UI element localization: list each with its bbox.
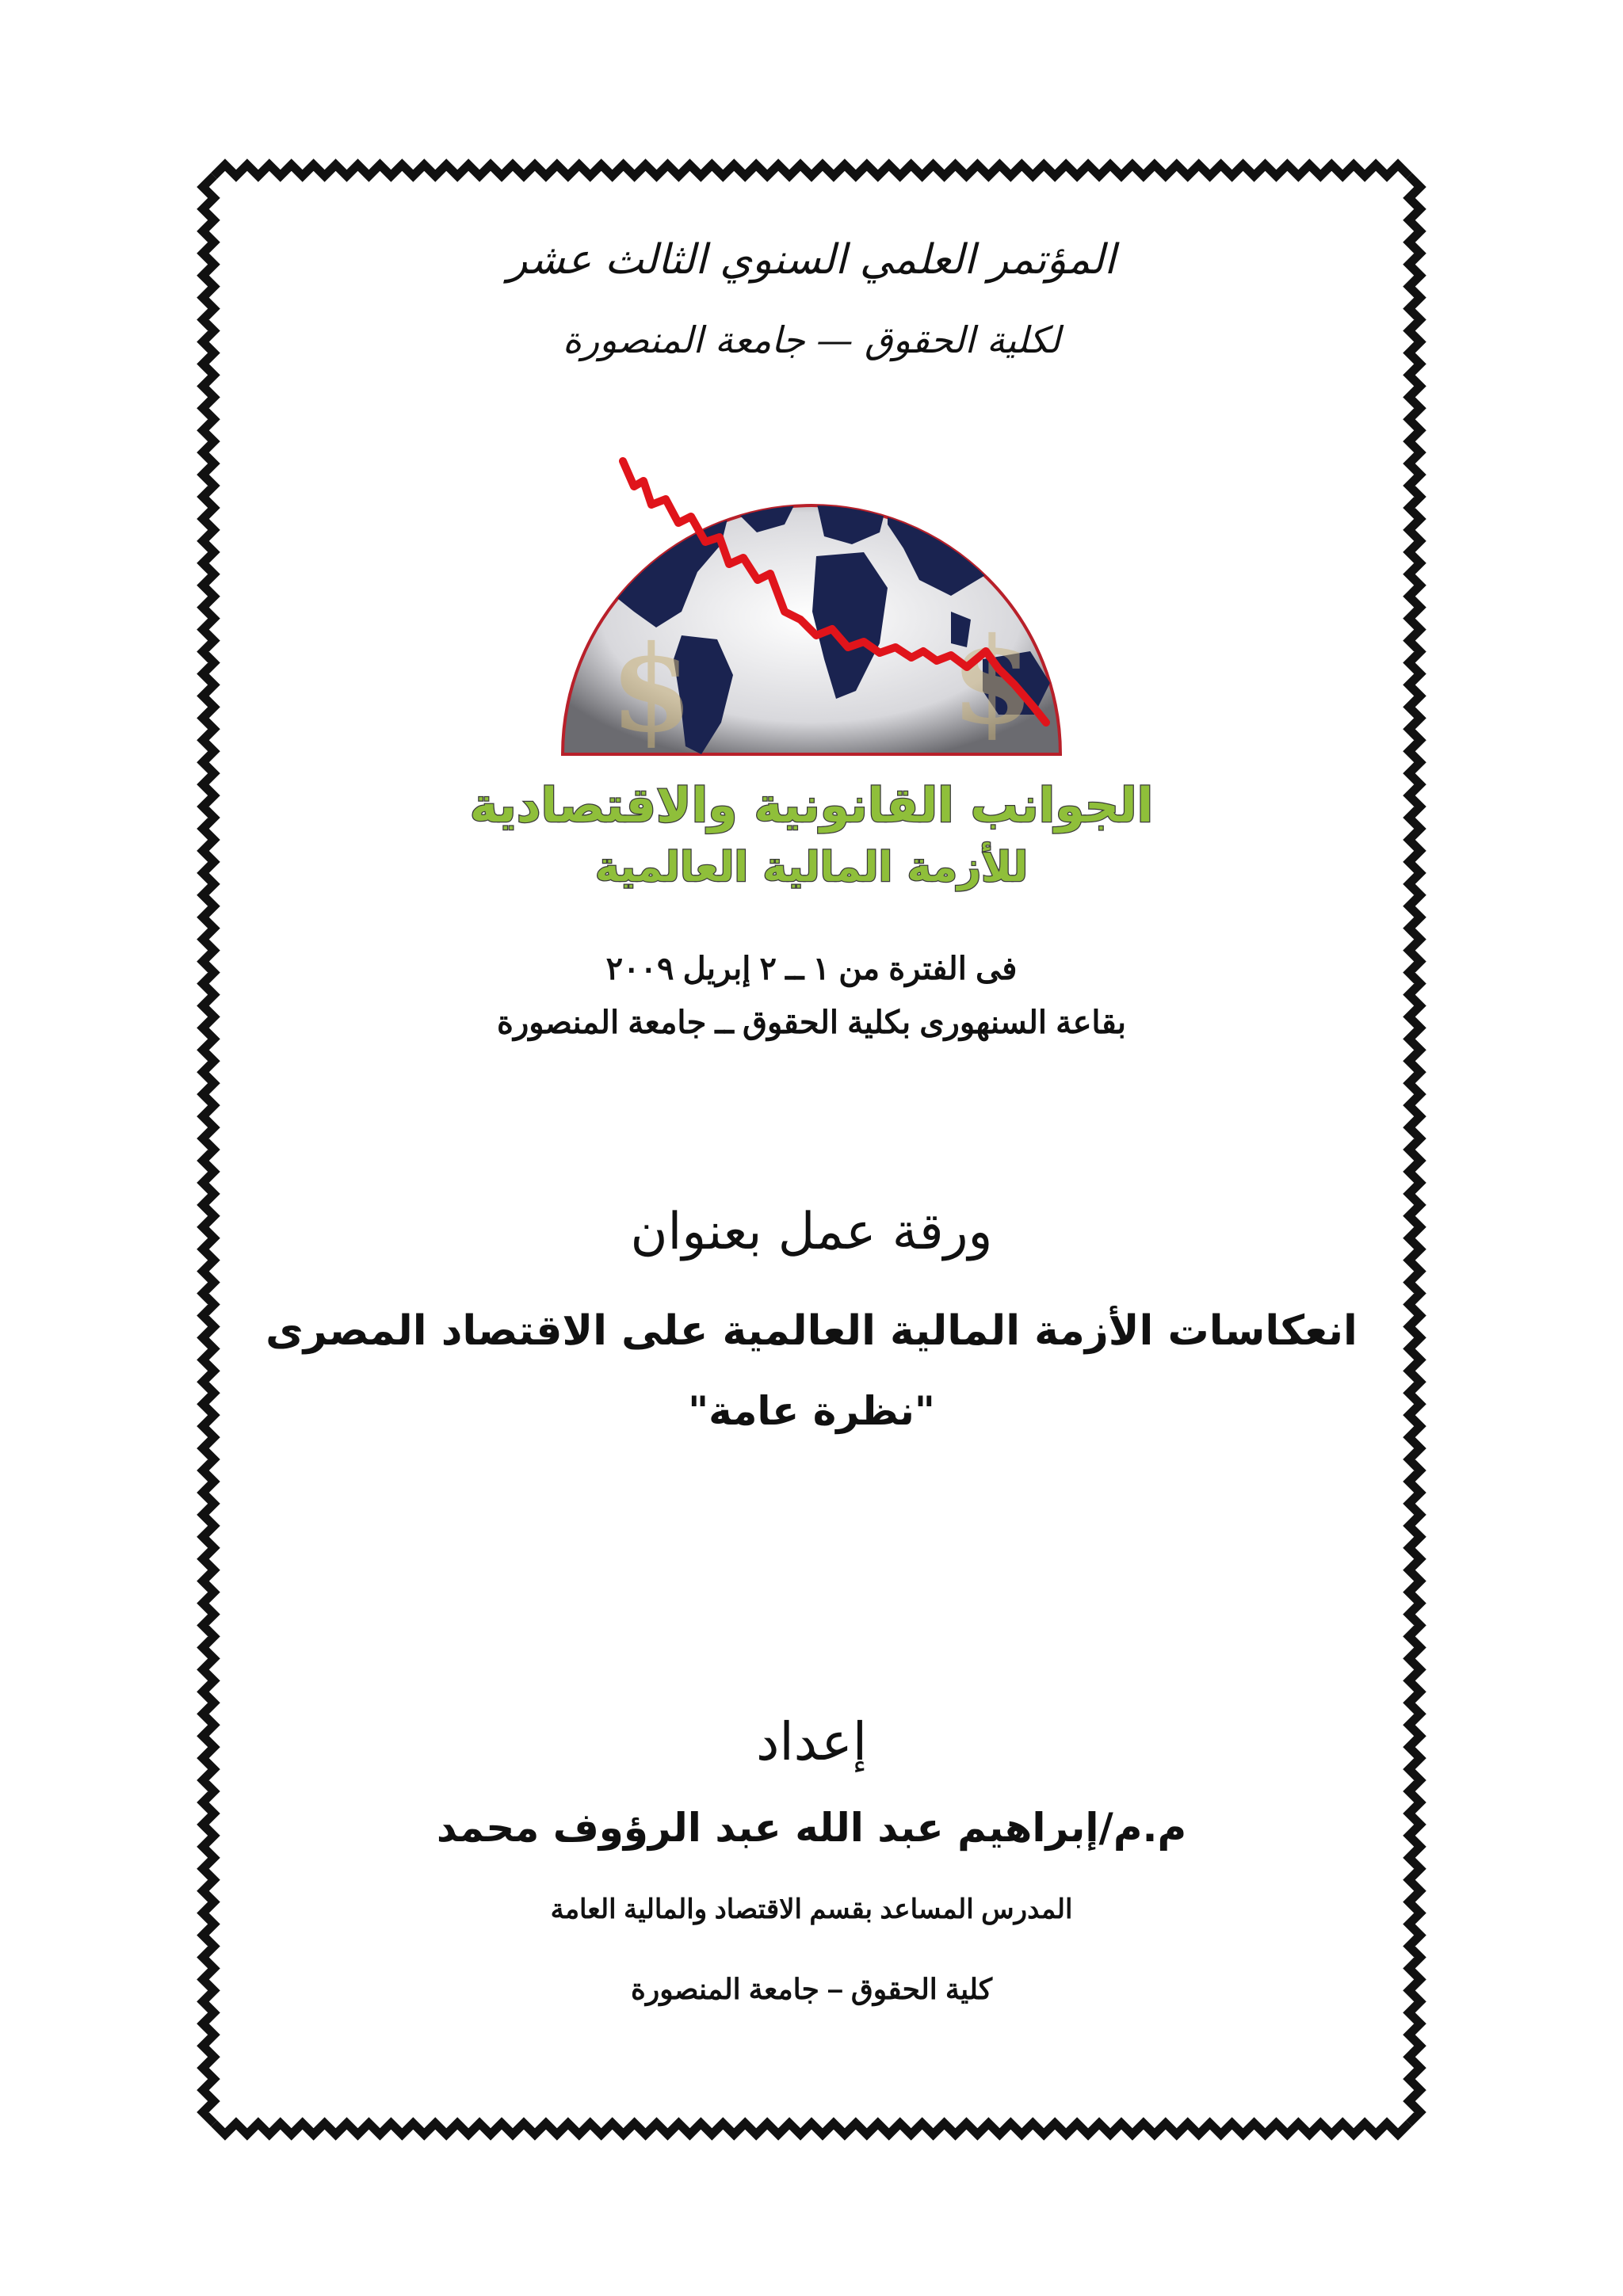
event-venue: بقاعة السنهورى بكلية الحقوق ــ جامعة المنصورة [496, 1005, 1126, 1040]
world-map-crisis-chart-icon [444, 374, 1179, 944]
logo-title-line2: للأزمة المالية العالمية [594, 844, 1029, 891]
prepared-by-label: إعداد [755, 1711, 868, 1772]
dollar-sign-left: $ [610, 620, 693, 759]
author-name: م.م/إبراهيم عبد الله عبد الرؤوف محمد [436, 1805, 1187, 1851]
conference-faculty: لكلية الحقوق — جامعة المنصورة [562, 318, 1061, 361]
author-position: المدرس المساعد بقسم الاقتصاد والمالية العامة [550, 1894, 1073, 1924]
border-top [214, 165, 1409, 176]
conference-title: المؤتمر العلمي السنوي الثالث عشر [507, 236, 1116, 284]
dollar-sign-right: $ [951, 612, 1034, 751]
event-period: فى الفترة من ١ ــ ٢ إبريل ٢٠٠٩ [605, 952, 1018, 986]
paper-label: ورقة عمل بعنوان [630, 1203, 993, 1261]
author-affiliation: كلية الحقوق – جامعة المنصورة [630, 1973, 993, 2005]
logo-title-line1: الجوانب القانونية والاقتصادية [469, 778, 1154, 833]
conference-logo [444, 374, 1179, 944]
paper-title: انعكاسات الأزمة المالية العالمية على الاقتصاد المصرى [265, 1307, 1358, 1355]
paper-subtitle: "نظرة عامة" [688, 1388, 935, 1434]
border-bottom [214, 2123, 1409, 2134]
